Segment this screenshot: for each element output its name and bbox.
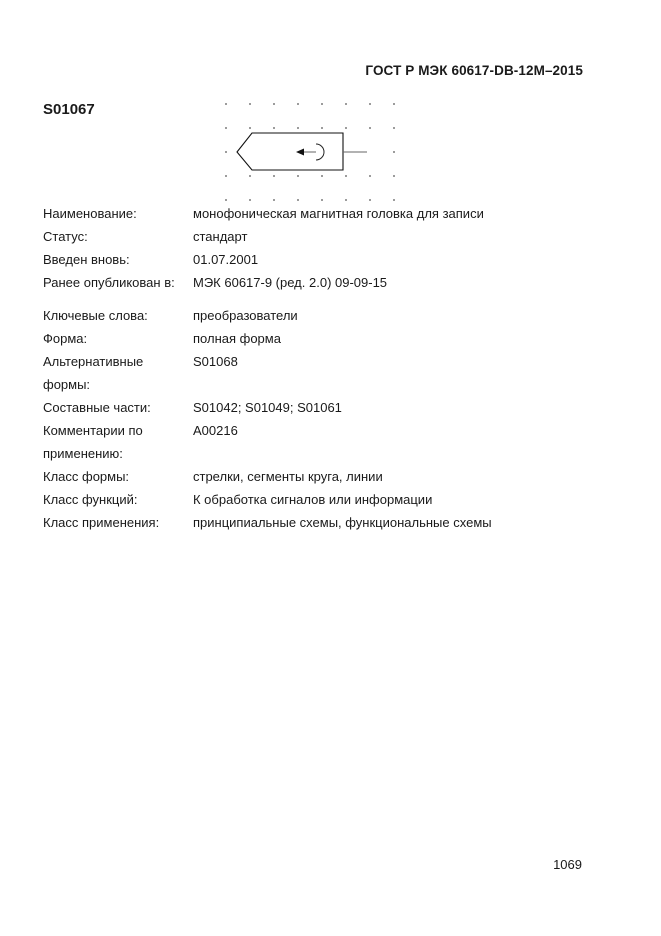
field-value: S01068 (193, 354, 238, 369)
field-value: 01.07.2001 (193, 252, 259, 267)
field-value: преобразователи (193, 308, 298, 323)
page-number: 1069 (553, 857, 582, 872)
field-row-status (43, 225, 603, 248)
field-row-previously-published (43, 271, 603, 294)
field-label: Составные части: (43, 400, 151, 415)
field-row-function-class (43, 488, 603, 511)
field-row-name (43, 202, 603, 225)
field-row-application-notes (43, 419, 603, 465)
field-label: Класс применения: (43, 515, 160, 530)
field-value: A00216 (193, 423, 238, 438)
field-value: монофоническая магнитная головка для записи (193, 206, 484, 221)
field-row-alternative-forms (43, 350, 603, 396)
field-label: Статус: (43, 229, 88, 244)
field-label: Класс функций: (43, 492, 138, 507)
field-label: Введен вновь: (43, 252, 130, 267)
field-label: Ключевые слова: (43, 308, 148, 323)
field-row-introduced (43, 248, 603, 271)
field-row-application-class (43, 511, 603, 534)
field-label: Альтернативные формы: (43, 354, 144, 392)
field-value: МЭК 60617-9 (ред. 2.0) 09-09-15 (193, 275, 388, 290)
field-label: Класс формы: (43, 469, 130, 484)
field-label: Наименование: (43, 206, 137, 221)
field-row-components (43, 396, 603, 419)
field-label: Комментарии по применению: (43, 423, 143, 461)
field-row-keywords (43, 304, 603, 327)
field-value: стрелки, сегменты круга, линии (193, 469, 383, 484)
document-standard-header: ГОСТ Р МЭК 60617-DB-12M–2015 (365, 63, 583, 78)
field-label: Ранее опубликован в: (43, 275, 175, 290)
field-value: стандарт (193, 229, 248, 244)
field-row-form (43, 327, 603, 350)
section-gap (43, 294, 603, 304)
field-value: К обработка сигналов или информации (193, 492, 433, 507)
field-label: Форма: (43, 331, 88, 346)
field-value: принципиальные схемы, функциональные схемы (193, 515, 492, 530)
symbol-properties (43, 202, 603, 534)
magnetic-recording-head-symbol-icon (215, 95, 415, 210)
symbol-code: S01067 (43, 101, 95, 118)
field-row-shape-class (43, 465, 603, 488)
field-value: полная форма (193, 331, 281, 346)
field-value: S01042; S01049; S01061 (193, 400, 342, 415)
